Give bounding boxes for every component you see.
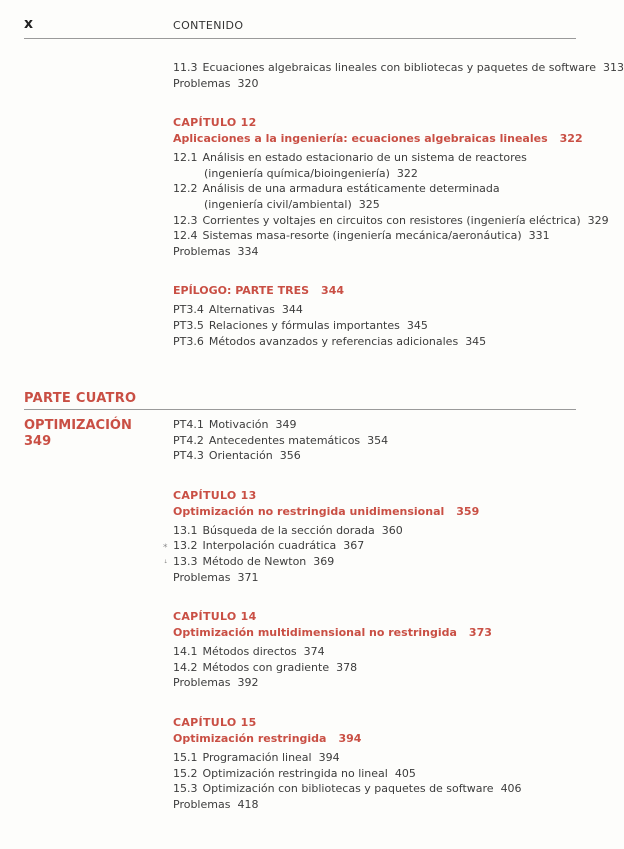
margin-mark: * [163,543,168,553]
toc-entry-14-2 [173,660,583,676]
section-title: Análisis en estado estacionario de un sistema de reactores [202,151,527,165]
page-ref: 356 [279,449,301,463]
toc-entry-15-2 [173,766,583,782]
toc-entry-pt3-5 [173,318,583,334]
section-number: 13.2 [173,539,198,553]
toc-entry-15-1 [173,750,583,766]
section-number: 13.1 [173,523,198,537]
section-title: Análisis de una armadura estáticamente determinada [202,182,500,196]
page-ref: 349 [275,418,297,431]
section-title: Método de Newton [202,554,307,568]
page-ref: 418 [237,797,259,811]
section-title: Problemas [173,676,231,690]
chapter-13-title [173,504,583,520]
toc-part4 [173,417,583,812]
chapter-12-label: CAPÍTULO 12 [173,116,257,130]
section-title: Métodos con gradiente [202,660,330,674]
section-number: PT4.2 [173,433,204,447]
page-ref: 360 [381,523,403,537]
page-ref: 334 [237,244,259,258]
section-title: Interpolación cuadrática [202,539,337,553]
section-number: 14.2 [173,660,198,674]
page-ref: 313 [602,61,624,74]
section-title: Orientación [208,449,273,463]
page-ref: 359 [456,504,480,518]
toc-entry-pt4-1 [173,417,583,433]
section-title: Relaciones y fórmulas importantes [208,318,400,332]
toc-part3-continued [173,60,624,349]
toc-entry-12-3 [173,213,609,229]
toc-entry-pt4-3 [173,448,583,464]
toc-entry-pt4-2 [173,433,583,449]
section-number: 12.4 [173,229,198,243]
section-number: PT4.1 [173,418,204,431]
toc-entry-12-4 [173,228,583,244]
section-number: PT3.6 [173,334,204,348]
section-title: Problemas [173,570,231,584]
section-number: 15.2 [173,766,198,780]
page-ref: 369 [313,554,335,568]
chapter-12-title [173,131,583,147]
section-title: Alternativas [208,303,275,317]
toc-entry-11-3 [173,60,624,76]
page-ref: 374 [303,645,325,659]
header-rule [24,38,576,39]
section-number: 14.1 [173,645,198,659]
page-ref: 344 [321,284,345,298]
chapter-15-label: CAPÍTULO 15 [173,715,257,729]
section-number: PT3.4 [173,303,204,317]
chapter-title-text: Optimización restringida [173,731,327,745]
section-number: PT3.5 [173,318,204,332]
page-header [0,0,600,40]
section-title: Optimización restringida no lineal [202,766,388,780]
section-title: Búsqueda de la sección dorada [202,523,375,537]
page-ref: 405 [394,766,416,780]
section-title: Programación lineal [202,750,312,764]
section-title: Ecuaciones algebraicas lineales con bibliotecas y paquetes de software [202,61,596,74]
part-four-name: OPTIMIZACIÓN [24,418,132,433]
toc-entry-12-1-cont [173,166,583,182]
section-title: Problemas [173,797,231,811]
section-number: 12.2 [173,182,198,196]
toc-entry-12-2 [173,181,583,197]
section-title: Optimización con bibliotecas y paquetes de software [202,782,494,796]
toc-entry-14-1 [173,644,583,660]
toc-entry-13-1 [173,523,583,539]
chapter-15-title [173,731,583,747]
page-ref: 354 [367,433,389,447]
epilogue-label: EPÍLOGO: PARTE TRES [173,284,310,298]
chapter-title-text: Optimización no restringida unidimensional [173,504,445,518]
page-ref: 406 [500,782,522,796]
section-number: 12.3 [173,213,198,227]
part-four-label: PARTE CUATRO [24,391,137,406]
section-title: Métodos avanzados y referencias adicionales [208,334,459,348]
section-title: Motivación [208,418,269,431]
section-title: Sistemas masa-resorte (ingeniería mecánica/aeronáutica) [202,229,522,243]
page-ref: 378 [336,660,358,674]
toc-entry-pt3-4 [173,302,583,318]
chapter-title-text: Aplicaciones a la ingeniería: ecuaciones algebraicas lineales [173,132,548,146]
toc-entry-problems [173,675,583,691]
epilogue-heading [173,283,583,299]
page-ref: 329 [587,213,609,227]
toc-entry-13-3 [173,554,583,570]
toc-entry-13-2 [173,538,583,554]
page-ref: 320 [237,76,259,90]
toc-entry-12-1 [173,150,583,166]
page-number: x [24,16,34,32]
section-number: 11.3 [173,61,198,74]
section-title: Problemas [173,76,231,90]
toc-entry-problems [173,76,583,92]
section-title: Antecedentes matemáticos [208,433,361,447]
chapter-14-label: CAPÍTULO 14 [173,610,257,624]
toc-entry-problems [173,797,583,813]
page-ref: 344 [281,303,303,317]
page-ref: 394 [338,731,362,745]
page-ref: 373 [468,626,492,640]
page-ref: 322 [559,132,583,146]
toc-entry-problems [173,244,583,260]
toc-entry-12-2-cont [173,197,583,213]
section-number: PT4.3 [173,449,204,463]
page-ref: 325 [358,197,380,211]
page-ref: 394 [318,750,340,764]
page-ref: 331 [528,229,550,243]
section-number: 12.1 [173,151,198,165]
section-title-cont: (ingeniería civil/ambiental) [204,197,352,211]
page-ref: 392 [237,676,259,690]
chapter-14-title [173,625,583,641]
toc-entry-pt3-6 [173,334,583,350]
section-title: Métodos directos [202,645,297,659]
section-title: Corrientes y voltajes en circuitos con resistores (ingeniería eléctrica) [202,213,581,227]
section-title: Problemas [173,244,231,258]
page-ref: 367 [343,539,365,553]
chapter-13-label: CAPÍTULO 13 [173,488,257,502]
section-title-cont: (ingeniería química/bioingeniería) [204,166,390,180]
margin-mark: ꜜ [164,559,168,569]
page-ref: 322 [396,166,418,180]
chapter-title-text: Optimización multidimensional no restringida [173,626,457,640]
toc-entry-problems [173,570,583,586]
toc-entry-15-3 [173,781,583,797]
page-ref: 345 [465,334,487,348]
section-number: 15.1 [173,750,198,764]
part-rule [24,409,576,410]
page-ref: 345 [406,318,428,332]
page-ref: 371 [237,570,259,584]
part-four-page: 349 [24,434,52,449]
section-number: 13.3 [173,554,198,568]
running-head: CONTENIDO [173,19,244,32]
section-number: 15.3 [173,782,198,796]
